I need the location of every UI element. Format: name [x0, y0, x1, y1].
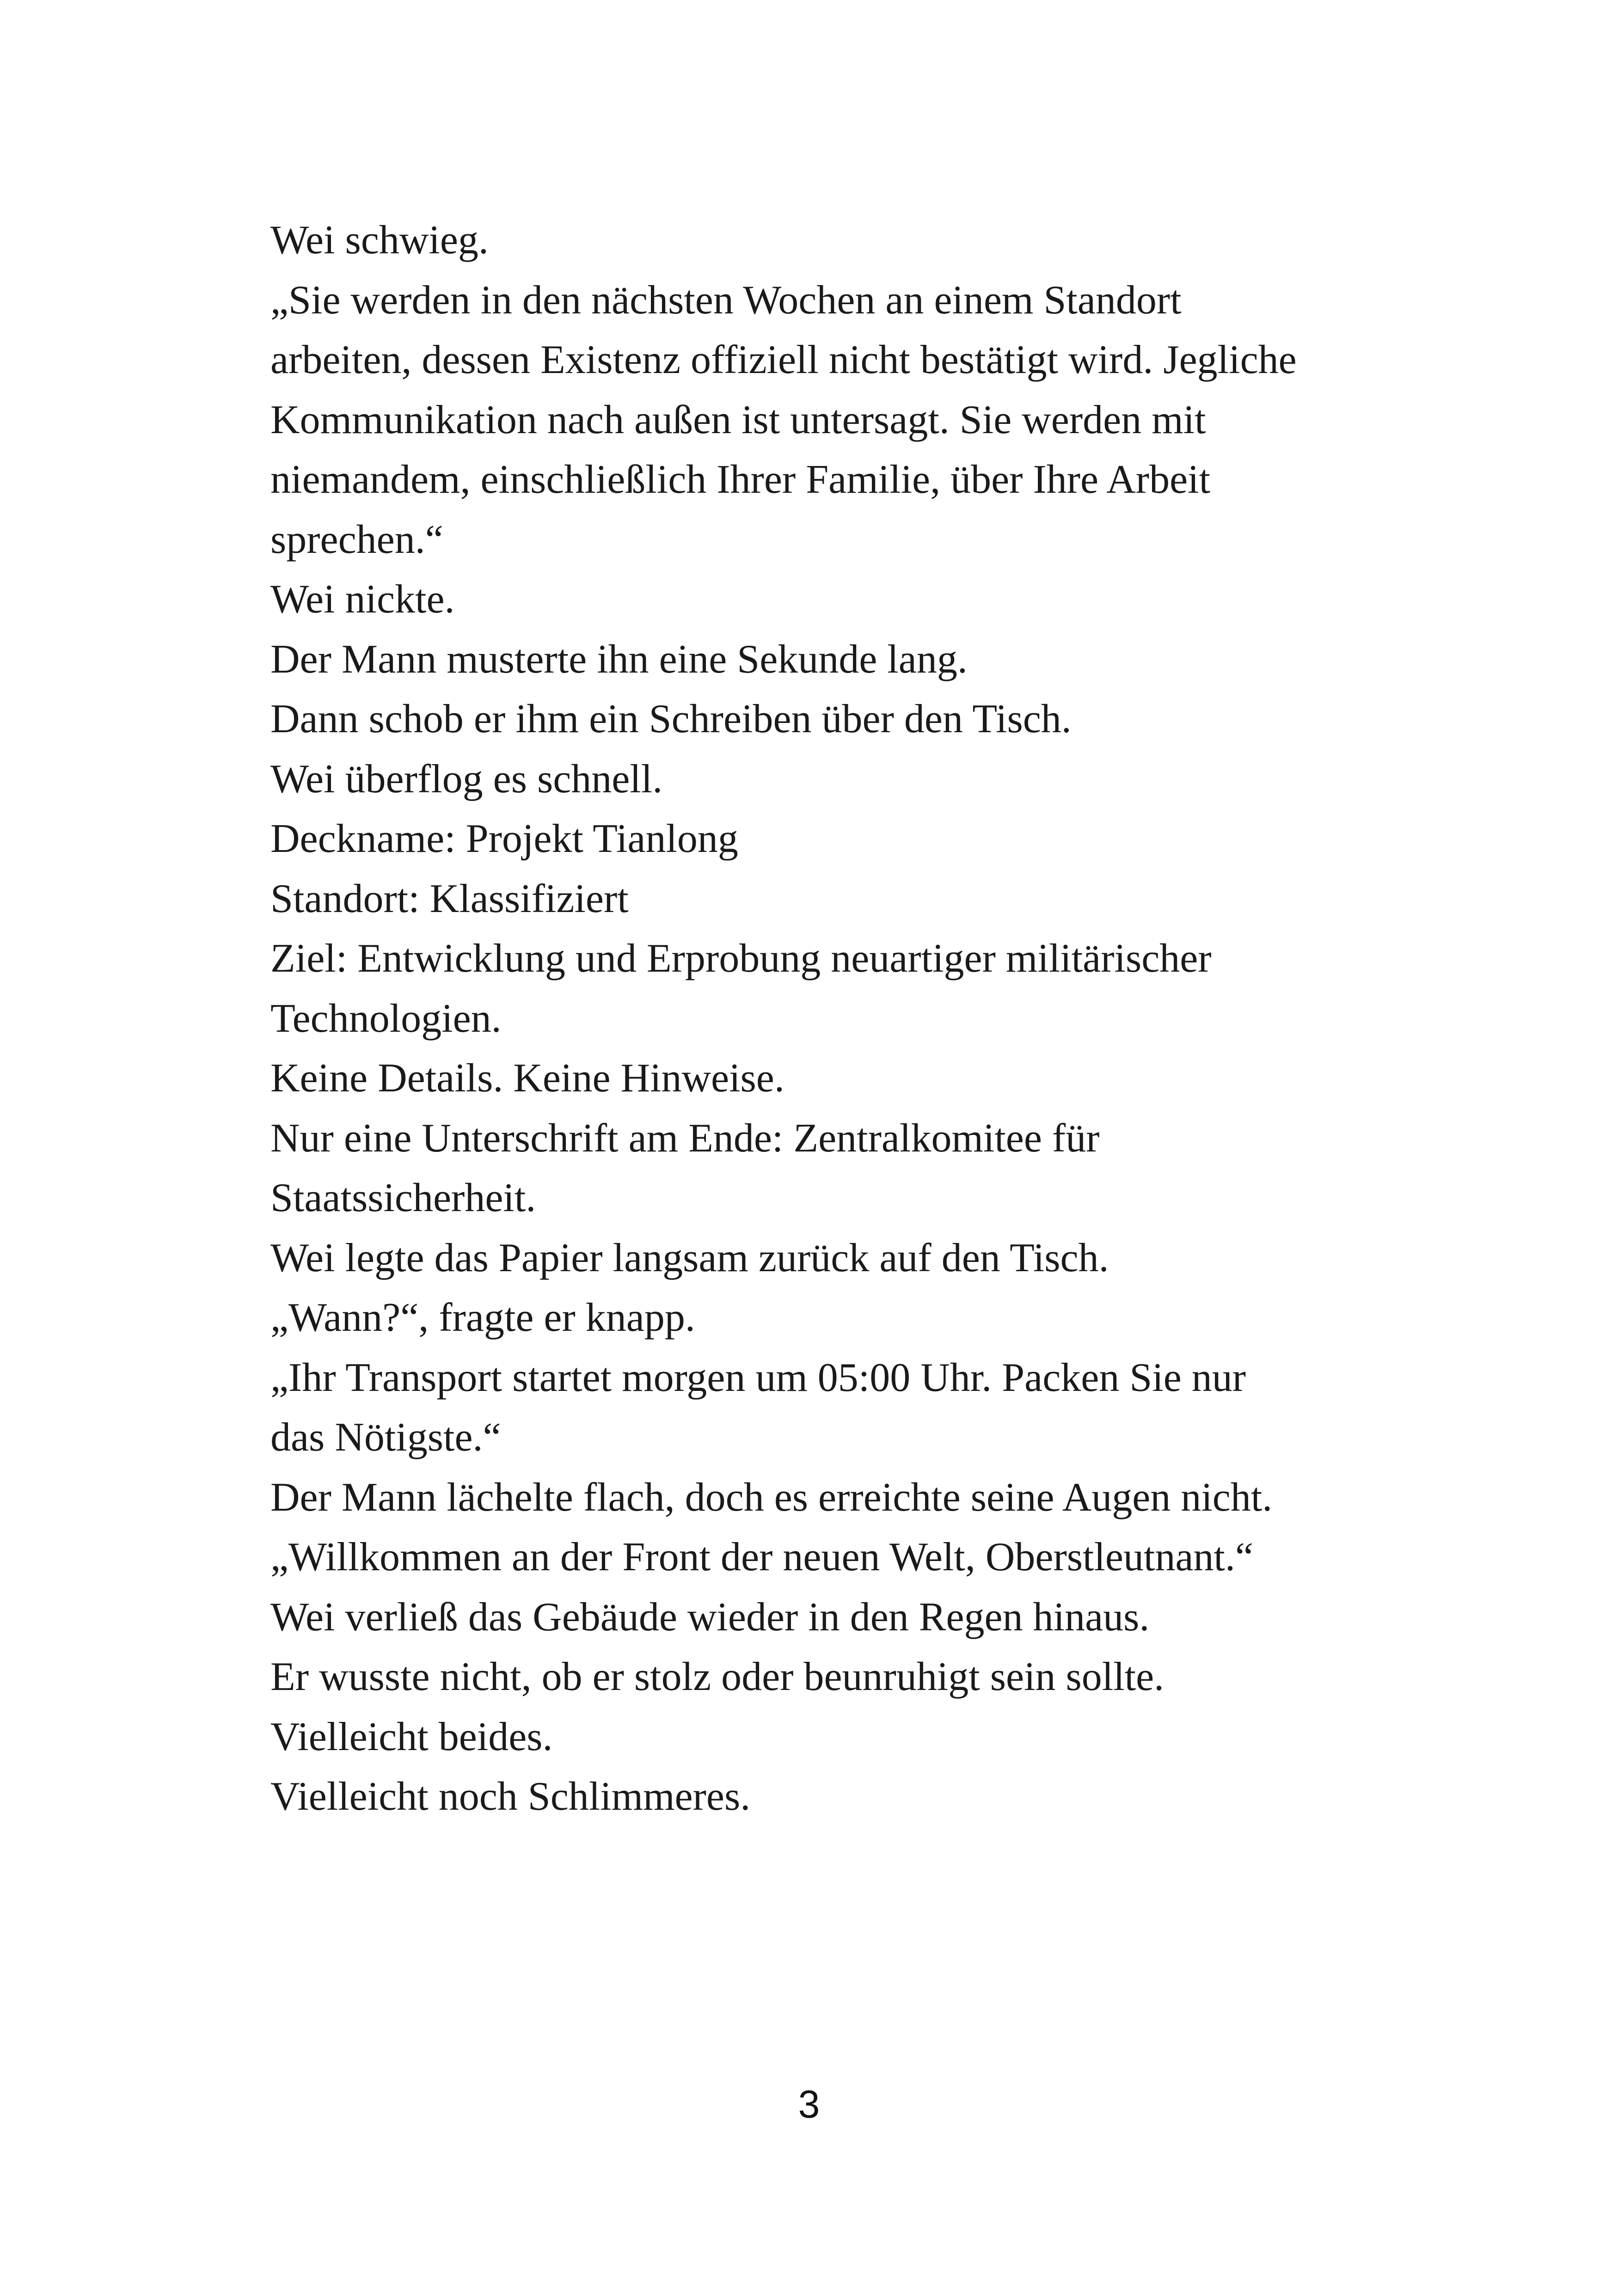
text-line: „Wann?“, fragte er knapp. [270, 1295, 695, 1340]
text-line: das Nötigste.“ [270, 1415, 501, 1460]
text-line: Er wusste nicht, ob er stolz oder beunruhigt sein sollte. [270, 1654, 1164, 1699]
page-number: 3 [798, 2082, 820, 2126]
paragraph [216, 1348, 1390, 1468]
paragraph [216, 1707, 1390, 1767]
text-line: Ziel: Entwicklung und Erprobung neuartiger militärischer [270, 936, 1212, 981]
text-line: Dann schob er ihm ein Schreiben über den Tisch. [270, 697, 1072, 741]
text-line: „Sie werden in den nächsten Wochen an einem Standort [270, 277, 1182, 323]
paragraph [216, 1527, 1390, 1587]
text-line: Kommunikation nach außen ist untersagt. Sie werden mit [270, 397, 1206, 442]
paragraph [216, 689, 1390, 749]
text-line: Der Mann lächelte flach, doch es erreichte seine Augen nicht. [270, 1475, 1273, 1520]
text-line: Wei überflog es schnell. [270, 756, 663, 802]
paragraph [216, 630, 1390, 690]
text-line: Keine Details. Keine Hinweise. [270, 1056, 784, 1101]
paragraph [216, 569, 1390, 630]
text-line: niemandem, einschließlich Ihrer Familie, über Ihre Arbeit [270, 457, 1211, 502]
text-line: Deckname: Projekt Tianlong [270, 816, 738, 861]
text-line: Nur eine Unterschrift am Ende: Zentralkomitee für [270, 1115, 1100, 1161]
paragraph [216, 1587, 1390, 1647]
text-line: Wei verließ das Gebäude wieder in den Regen hinaus. [270, 1594, 1150, 1640]
paragraph [216, 1048, 1390, 1108]
text-line: Standort: Klassifiziert [270, 876, 629, 921]
paragraph [216, 869, 1390, 929]
text-line: „Willkommen an der Front der neuen Welt, Oberstleutnant.“ [270, 1535, 1254, 1580]
paragraph [216, 1228, 1390, 1288]
text-line: Wei schwieg. [270, 218, 489, 263]
text-line: Vielleicht noch Schlimmeres. [270, 1774, 751, 1819]
paragraph [216, 749, 1390, 809]
paragraph [216, 929, 1390, 1048]
paragraph [216, 1767, 1390, 1827]
text-line: Wei legte das Papier langsam zurück auf den Tisch. [270, 1235, 1109, 1280]
text-line: arbeiten, dessen Existenz offiziell nicht bestätigt wird. Jegliche [270, 337, 1297, 382]
text-line: sprechen.“ [270, 517, 443, 562]
text-line: Vielleicht beides. [270, 1714, 553, 1759]
text-line: Staatssicherheit. [270, 1176, 536, 1220]
paragraph [216, 210, 1390, 270]
body-text [216, 210, 1390, 1827]
text-line: „Ihr Transport startet morgen um 05:00 Uhr. Packen Sie nur [270, 1355, 1246, 1400]
paragraph [216, 809, 1390, 869]
text-line: Technologien. [270, 996, 502, 1041]
paragraph [216, 270, 1390, 570]
text-line: Wei nickte. [270, 577, 455, 622]
paragraph [216, 1468, 1390, 1528]
text-line: Der Mann musterte ihn eine Sekunde lang. [270, 637, 968, 682]
paragraph [216, 1108, 1390, 1228]
paragraph [216, 1288, 1390, 1348]
paragraph [216, 1647, 1390, 1707]
